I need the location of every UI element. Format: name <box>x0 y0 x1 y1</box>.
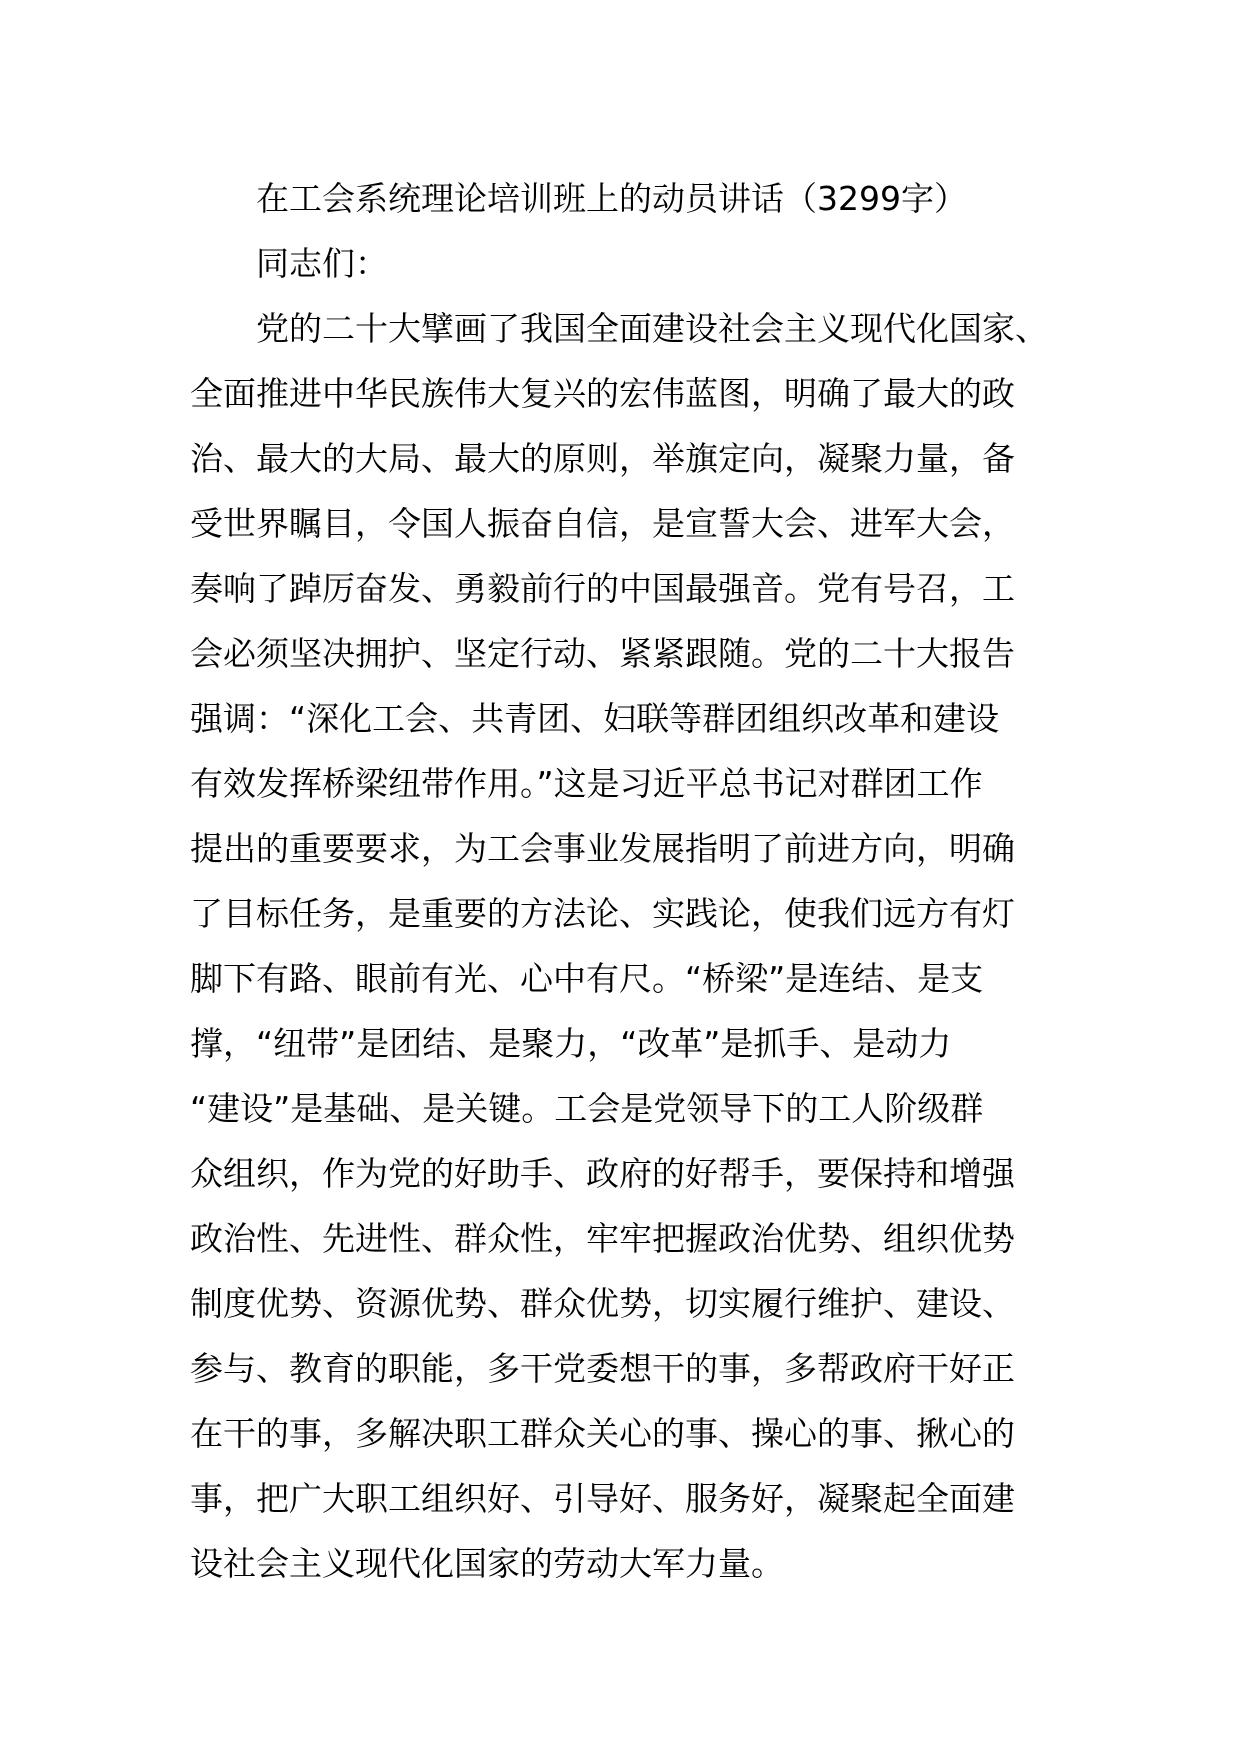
paragraph-line: 治、最大的大局、最大的原则，举旗定向，凝聚力量，备 <box>190 439 1015 478</box>
paragraph-line: 受世界瞩目，令国人振奋自信，是宣誓大会、进军大会， <box>190 504 1015 543</box>
paragraph-line: 撑，“纽带”是团结、是聚力，“改革”是抓手、是动力 <box>190 1024 952 1063</box>
document-title: 在工会系统理论培训班上的动员讲话（3299字） <box>256 179 967 218</box>
paragraph-line: 有效发挥桥梁纽带作用。”这是习近平总书记对群团工作 <box>190 764 983 803</box>
paragraph-line: 了目标任务，是重要的方法论、实践论，使我们远方有灯 <box>190 894 1015 933</box>
paragraph-line: 设社会主义现代化国家的劳动大军力量。 <box>190 1544 784 1583</box>
paragraph-line: 政治性、先进性、群众性，牢牢把握政治优势、组织优势 <box>190 1219 1015 1258</box>
paragraph-line: 党的二十大擘画了我国全面建设社会主义现代化国家、 <box>256 309 1048 348</box>
paragraph-line: 奏响了踔厉奋发、勇毅前行的中国最强音。党有号召，工 <box>190 569 1015 608</box>
salutation: 同志们： <box>256 244 388 283</box>
paragraph-line: 会必须坚决拥护、坚定行动、紧紧跟随。党的二十大报告 <box>190 634 1015 673</box>
paragraph-line: 全面推进中华民族伟大复兴的宏伟蓝图，明确了最大的政 <box>190 374 1015 413</box>
document-body <box>190 166 1070 1596</box>
paragraph-line: 在干的事，多解决职工群众关心的事、操心的事、揪心的 <box>190 1414 1015 1453</box>
paragraph-line: 众组织，作为党的好助手、政府的好帮手，要保持和增强 <box>190 1154 1015 1193</box>
paragraph-line: 参与、教育的职能，多干党委想干的事，多帮政府干好正 <box>190 1349 1015 1388</box>
paragraph-line: 强调：“深化工会、共青团、妇联等群团组织改革和建设 <box>190 699 1000 738</box>
paragraph-line: “建设”是基础、是关键。工会是党领导下的工人阶级群 <box>190 1089 984 1128</box>
paragraph-line: 提出的重要要求，为工会事业发展指明了前进方向，明确 <box>190 829 1015 868</box>
paragraph-line: 脚下有路、眼前有光、心中有尺。“桥梁”是连结、是支 <box>190 959 984 998</box>
paragraph-line: 事，把广大职工组织好、引导好、服务好，凝聚起全面建 <box>190 1479 1015 1518</box>
paragraph-line: 制度优势、资源优势、群众优势，切实履行维护、建设、 <box>190 1284 1015 1323</box>
